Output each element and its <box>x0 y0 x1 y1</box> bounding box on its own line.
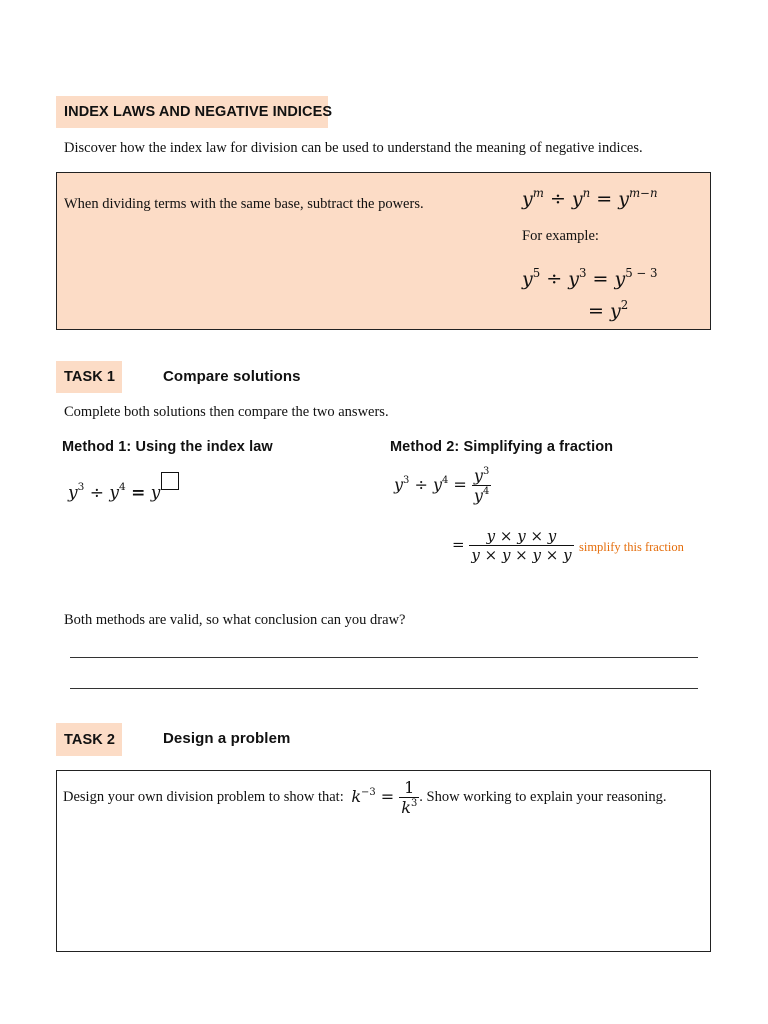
answer-box[interactable] <box>161 472 179 490</box>
intro-text: Discover how the index law for division can be used to understand the meaning of negative indices. <box>64 140 643 156</box>
rule-text: When dividing terms with the same base, subtract the powers. <box>64 196 424 212</box>
method2-expanded: = $\frac{y \times y \times y}{y \times y \times y \times y}$ <box>452 527 572 564</box>
task1-badge-label: TASK 1 <box>64 369 116 385</box>
method2-fraction: $\frac{y^3}{y^4}$ <box>473 465 490 505</box>
task2-fraction: $\frac{1}{k^3}$ <box>401 778 418 817</box>
task2-prompt: Design your own division problem to show that: $k^{-3}$ = $\frac{1}{k^3}$ . Show working to explain your reasoning. <box>63 778 667 817</box>
simplify-hint: simplify this fraction <box>579 540 684 554</box>
task1-title: Compare solutions <box>163 368 301 385</box>
task2-badge-label: TASK 2 <box>64 732 116 748</box>
answer-line-1[interactable] <box>70 657 698 658</box>
conclusion-question: Both methods are valid, so what conclusion can you draw? <box>64 612 406 628</box>
method2-label: Method 2: Simplifying a fraction <box>390 439 614 455</box>
page-title: INDEX LAWS AND NEGATIVE INDICES <box>64 104 333 120</box>
method1-expression: $y^3 \div y^4 = y$ <box>68 472 179 503</box>
method1-label: Method 1: Using the index law <box>62 439 273 455</box>
rule-formula: $y^m \div y^n = y^{m-n}$ <box>522 185 658 210</box>
example-line-1: $y^5 \div y^3 = y^{5 - 3}$ <box>522 265 658 290</box>
task1-instruction: Complete both solutions then compare the two answers. <box>64 404 389 420</box>
method2-expression: $y^3 \div y^4$ = $\frac{y^3}{y^4}$ <box>394 465 490 505</box>
example-label: For example: <box>522 228 599 244</box>
example-line-2: = $y^2$ <box>588 297 629 322</box>
task2-title: Design a problem <box>163 730 291 747</box>
answer-line-2[interactable] <box>70 688 698 689</box>
